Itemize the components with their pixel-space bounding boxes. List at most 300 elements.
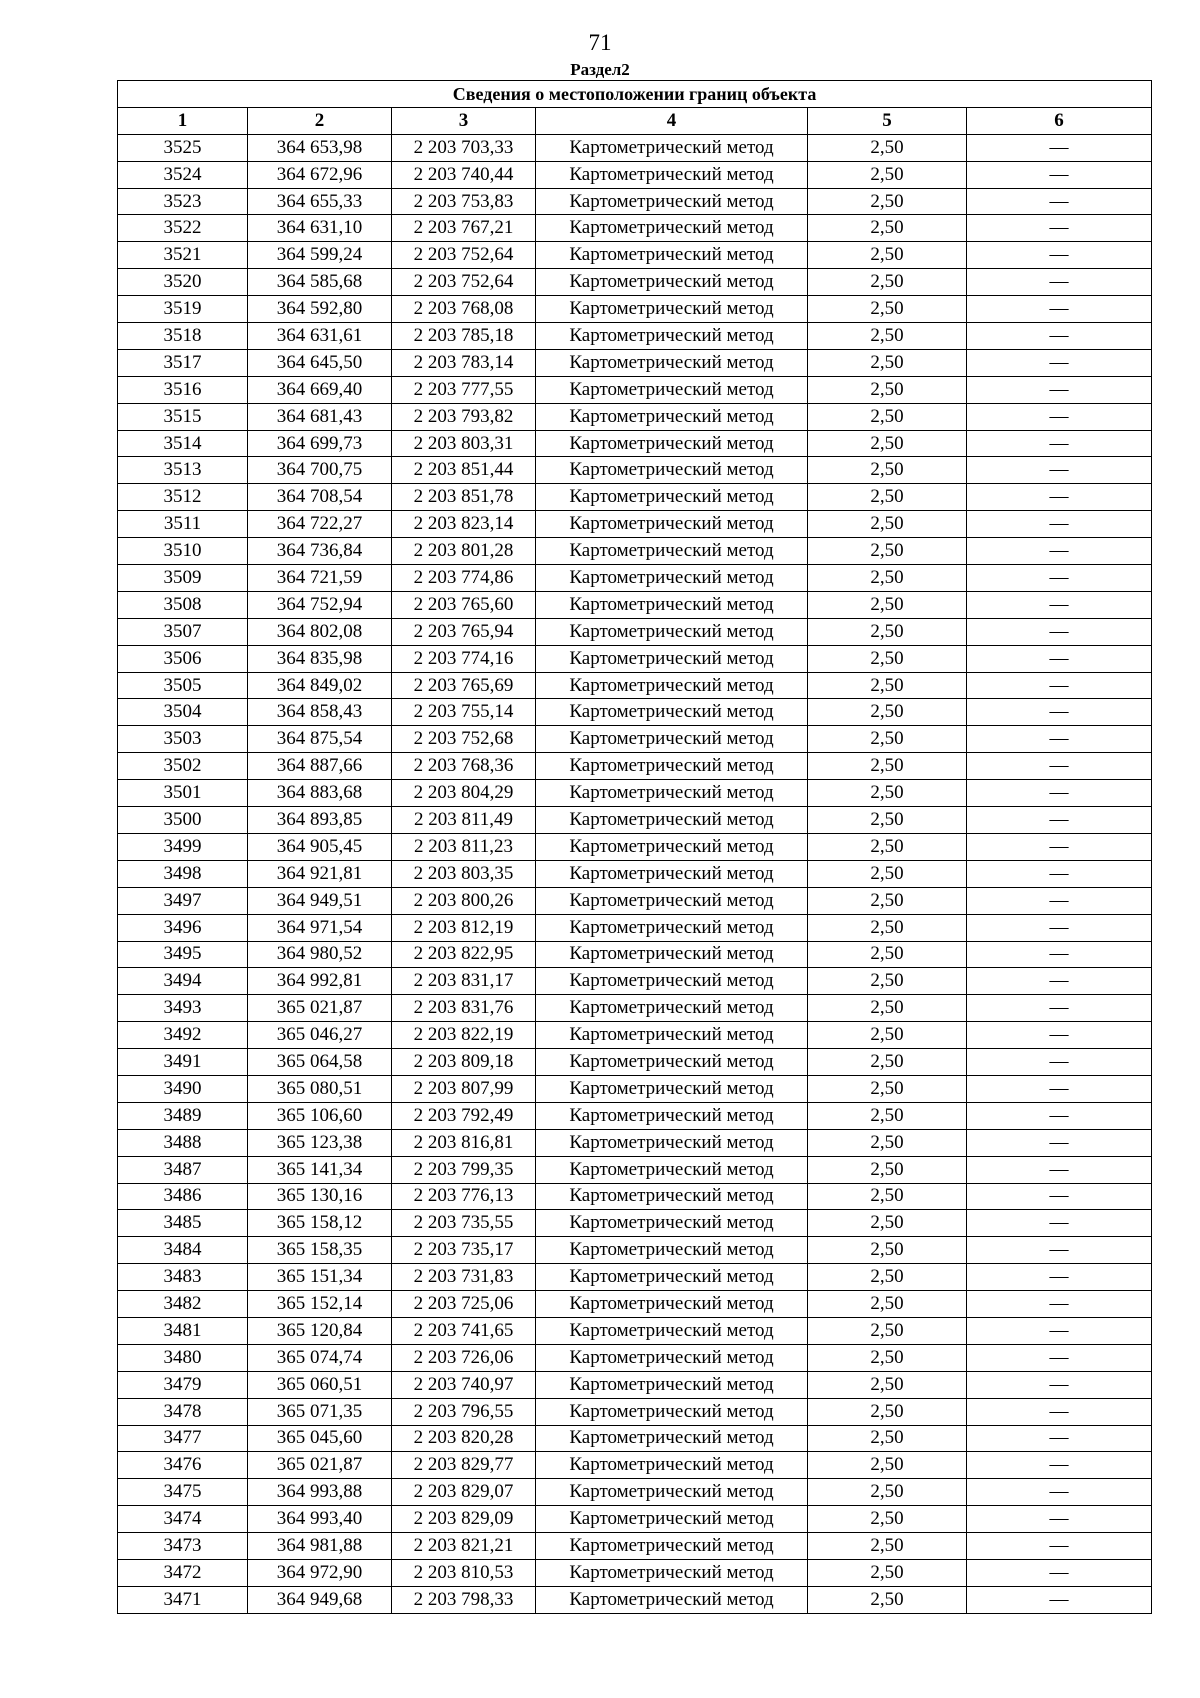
table-row xyxy=(118,995,1152,1022)
y-coordinate-cell: 2 203 774,16 xyxy=(392,645,536,672)
y-coordinate-cell: 2 203 767,21 xyxy=(392,215,536,242)
accuracy-cell: 2,50 xyxy=(808,188,967,215)
y-coordinate-cell: 2 203 735,55 xyxy=(392,1210,536,1237)
x-coordinate-cell: 364 599,24 xyxy=(248,242,392,269)
point-number-cell: 3520 xyxy=(118,269,248,296)
method-cell: Картометрический метод xyxy=(536,591,808,618)
description-cell: — xyxy=(967,161,1152,188)
point-number-cell: 3514 xyxy=(118,430,248,457)
method-cell: Картометрический метод xyxy=(536,403,808,430)
accuracy-cell: 2,50 xyxy=(808,1506,967,1533)
y-coordinate-cell: 2 203 798,33 xyxy=(392,1586,536,1613)
table-row xyxy=(118,1102,1152,1129)
x-coordinate-cell: 365 064,58 xyxy=(248,1049,392,1076)
table-row xyxy=(118,1533,1152,1560)
accuracy-cell: 2,50 xyxy=(808,296,967,323)
y-coordinate-cell: 2 203 731,83 xyxy=(392,1264,536,1291)
section-title: Раздел2 xyxy=(570,60,630,79)
point-number-cell: 3488 xyxy=(118,1129,248,1156)
table-row xyxy=(118,403,1152,430)
y-coordinate-cell: 2 203 774,86 xyxy=(392,565,536,592)
method-cell: Картометрический метод xyxy=(536,1344,808,1371)
description-cell: — xyxy=(967,1049,1152,1076)
table-caption-row xyxy=(118,81,1152,108)
point-number-cell: 3493 xyxy=(118,995,248,1022)
table-row xyxy=(118,484,1152,511)
description-cell: — xyxy=(967,1425,1152,1452)
method-cell: Картометрический метод xyxy=(536,1049,808,1076)
accuracy-cell: 2,50 xyxy=(808,780,967,807)
description-cell: — xyxy=(967,699,1152,726)
method-cell: Картометрический метод xyxy=(536,807,808,834)
point-number-cell: 3492 xyxy=(118,1022,248,1049)
y-coordinate-cell: 2 203 768,36 xyxy=(392,753,536,780)
table-row xyxy=(118,968,1152,995)
y-coordinate-cell: 2 203 725,06 xyxy=(392,1291,536,1318)
point-number-cell: 3512 xyxy=(118,484,248,511)
method-cell: Картометрический метод xyxy=(536,699,808,726)
y-coordinate-cell: 2 203 820,28 xyxy=(392,1425,536,1452)
method-cell: Картометрический метод xyxy=(536,618,808,645)
table-row xyxy=(118,430,1152,457)
description-cell: — xyxy=(967,1452,1152,1479)
point-number-cell: 3490 xyxy=(118,1075,248,1102)
y-coordinate-cell: 2 203 735,17 xyxy=(392,1237,536,1264)
point-number-cell: 3500 xyxy=(118,807,248,834)
accuracy-cell: 2,50 xyxy=(808,161,967,188)
description-cell: — xyxy=(967,1398,1152,1425)
x-coordinate-cell: 364 849,02 xyxy=(248,672,392,699)
method-cell: Картометрический метод xyxy=(536,1452,808,1479)
table-row xyxy=(118,914,1152,941)
accuracy-cell: 2,50 xyxy=(808,1344,967,1371)
y-coordinate-cell: 2 203 777,55 xyxy=(392,376,536,403)
description-cell: — xyxy=(967,1371,1152,1398)
x-coordinate-cell: 364 681,43 xyxy=(248,403,392,430)
x-coordinate-cell: 364 631,10 xyxy=(248,215,392,242)
accuracy-cell: 2,50 xyxy=(808,1156,967,1183)
accuracy-cell: 2,50 xyxy=(808,1533,967,1560)
point-number-cell: 3477 xyxy=(118,1425,248,1452)
table-row xyxy=(118,591,1152,618)
method-cell: Картометрический метод xyxy=(536,349,808,376)
method-cell: Картометрический метод xyxy=(536,1317,808,1344)
y-coordinate-cell: 2 203 831,76 xyxy=(392,995,536,1022)
y-coordinate-cell: 2 203 851,78 xyxy=(392,484,536,511)
table-row xyxy=(118,1183,1152,1210)
method-cell: Картометрический метод xyxy=(536,995,808,1022)
method-cell: Картометрический метод xyxy=(536,1506,808,1533)
table-row xyxy=(118,726,1152,753)
method-cell: Картометрический метод xyxy=(536,1156,808,1183)
x-coordinate-cell: 364 700,75 xyxy=(248,457,392,484)
accuracy-cell: 2,50 xyxy=(808,430,967,457)
x-coordinate-cell: 364 802,08 xyxy=(248,618,392,645)
table-row xyxy=(118,1559,1152,1586)
page-number: 71 xyxy=(588,30,612,55)
table-row xyxy=(118,807,1152,834)
description-cell: — xyxy=(967,538,1152,565)
y-coordinate-cell: 2 203 816,81 xyxy=(392,1129,536,1156)
accuracy-cell: 2,50 xyxy=(808,726,967,753)
table-row xyxy=(118,753,1152,780)
y-coordinate-cell: 2 203 785,18 xyxy=(392,323,536,350)
point-number-cell: 3521 xyxy=(118,242,248,269)
y-coordinate-cell: 2 203 803,35 xyxy=(392,860,536,887)
y-coordinate-cell: 2 203 765,69 xyxy=(392,672,536,699)
table-row xyxy=(118,269,1152,296)
accuracy-cell: 2,50 xyxy=(808,968,967,995)
y-coordinate-cell: 2 203 741,65 xyxy=(392,1317,536,1344)
method-cell: Картометрический метод xyxy=(536,188,808,215)
point-number-cell: 3504 xyxy=(118,699,248,726)
y-coordinate-cell: 2 203 804,29 xyxy=(392,780,536,807)
description-cell: — xyxy=(967,1183,1152,1210)
accuracy-cell: 2,50 xyxy=(808,995,967,1022)
description-cell: — xyxy=(967,349,1152,376)
x-coordinate-cell: 364 631,61 xyxy=(248,323,392,350)
accuracy-cell: 2,50 xyxy=(808,860,967,887)
table-caption: Сведения о местоположении границ объекта xyxy=(118,81,1152,108)
point-number-cell: 3525 xyxy=(118,134,248,161)
method-cell: Картометрический метод xyxy=(536,457,808,484)
table-row xyxy=(118,1210,1152,1237)
x-coordinate-cell: 365 106,60 xyxy=(248,1102,392,1129)
x-coordinate-cell: 364 993,40 xyxy=(248,1506,392,1533)
table-row xyxy=(118,887,1152,914)
accuracy-cell: 2,50 xyxy=(808,1049,967,1076)
y-coordinate-cell: 2 203 765,60 xyxy=(392,591,536,618)
x-coordinate-cell: 364 887,66 xyxy=(248,753,392,780)
description-cell: — xyxy=(967,1102,1152,1129)
method-cell: Картометрический метод xyxy=(536,1210,808,1237)
point-number-cell: 3517 xyxy=(118,349,248,376)
table-row xyxy=(118,672,1152,699)
x-coordinate-cell: 365 158,12 xyxy=(248,1210,392,1237)
point-number-cell: 3518 xyxy=(118,323,248,350)
table-row xyxy=(118,376,1152,403)
y-coordinate-cell: 2 203 807,99 xyxy=(392,1075,536,1102)
point-number-cell: 3481 xyxy=(118,1317,248,1344)
y-coordinate-cell: 2 203 752,68 xyxy=(392,726,536,753)
y-coordinate-cell: 2 203 829,07 xyxy=(392,1479,536,1506)
method-cell: Картометрический метод xyxy=(536,1183,808,1210)
point-number-cell: 3507 xyxy=(118,618,248,645)
accuracy-cell: 2,50 xyxy=(808,807,967,834)
description-cell: — xyxy=(967,269,1152,296)
method-cell: Картометрический метод xyxy=(536,484,808,511)
description-cell: — xyxy=(967,296,1152,323)
x-coordinate-cell: 365 151,34 xyxy=(248,1264,392,1291)
table-row xyxy=(118,941,1152,968)
point-number-cell: 3473 xyxy=(118,1533,248,1560)
point-number-cell: 3475 xyxy=(118,1479,248,1506)
column-header: 3 xyxy=(392,107,536,134)
point-number-cell: 3472 xyxy=(118,1559,248,1586)
description-cell: — xyxy=(967,726,1152,753)
method-cell: Картометрический метод xyxy=(536,134,808,161)
boundary-coordinates-table xyxy=(117,80,1152,1614)
table-row xyxy=(118,565,1152,592)
accuracy-cell: 2,50 xyxy=(808,1183,967,1210)
table-row xyxy=(118,860,1152,887)
accuracy-cell: 2,50 xyxy=(808,645,967,672)
x-coordinate-cell: 364 672,96 xyxy=(248,161,392,188)
accuracy-cell: 2,50 xyxy=(808,672,967,699)
column-header: 2 xyxy=(248,107,392,134)
y-coordinate-cell: 2 203 752,64 xyxy=(392,269,536,296)
accuracy-cell: 2,50 xyxy=(808,753,967,780)
accuracy-cell: 2,50 xyxy=(808,914,967,941)
table-row xyxy=(118,1049,1152,1076)
x-coordinate-cell: 364 708,54 xyxy=(248,484,392,511)
x-coordinate-cell: 364 592,80 xyxy=(248,296,392,323)
table-row xyxy=(118,215,1152,242)
column-header: 4 xyxy=(536,107,808,134)
x-coordinate-cell: 364 752,94 xyxy=(248,591,392,618)
y-coordinate-cell: 2 203 726,06 xyxy=(392,1344,536,1371)
x-coordinate-cell: 364 835,98 xyxy=(248,645,392,672)
description-cell: — xyxy=(967,565,1152,592)
point-number-cell: 3516 xyxy=(118,376,248,403)
description-cell: — xyxy=(967,591,1152,618)
accuracy-cell: 2,50 xyxy=(808,699,967,726)
accuracy-cell: 2,50 xyxy=(808,403,967,430)
point-number-cell: 3501 xyxy=(118,780,248,807)
description-cell: — xyxy=(967,1156,1152,1183)
accuracy-cell: 2,50 xyxy=(808,1237,967,1264)
table-row xyxy=(118,1022,1152,1049)
method-cell: Картометрический метод xyxy=(536,242,808,269)
accuracy-cell: 2,50 xyxy=(808,323,967,350)
y-coordinate-cell: 2 203 810,53 xyxy=(392,1559,536,1586)
y-coordinate-cell: 2 203 792,49 xyxy=(392,1102,536,1129)
description-cell: — xyxy=(967,430,1152,457)
table-row xyxy=(118,457,1152,484)
description-cell: — xyxy=(967,1022,1152,1049)
x-coordinate-cell: 364 655,33 xyxy=(248,188,392,215)
accuracy-cell: 2,50 xyxy=(808,484,967,511)
point-number-cell: 3505 xyxy=(118,672,248,699)
y-coordinate-cell: 2 203 851,44 xyxy=(392,457,536,484)
method-cell: Картометрический метод xyxy=(536,1371,808,1398)
x-coordinate-cell: 364 971,54 xyxy=(248,914,392,941)
x-coordinate-cell: 365 120,84 xyxy=(248,1317,392,1344)
x-coordinate-cell: 364 653,98 xyxy=(248,134,392,161)
x-coordinate-cell: 365 141,34 xyxy=(248,1156,392,1183)
y-coordinate-cell: 2 203 755,14 xyxy=(392,699,536,726)
x-coordinate-cell: 364 905,45 xyxy=(248,833,392,860)
y-coordinate-cell: 2 203 812,19 xyxy=(392,914,536,941)
y-coordinate-cell: 2 203 793,82 xyxy=(392,403,536,430)
table-row xyxy=(118,1371,1152,1398)
point-number-cell: 3497 xyxy=(118,887,248,914)
point-number-cell: 3476 xyxy=(118,1452,248,1479)
accuracy-cell: 2,50 xyxy=(808,1022,967,1049)
description-cell: — xyxy=(967,807,1152,834)
method-cell: Картометрический метод xyxy=(536,161,808,188)
table-row xyxy=(118,161,1152,188)
method-cell: Картометрический метод xyxy=(536,645,808,672)
x-coordinate-cell: 364 949,51 xyxy=(248,887,392,914)
method-cell: Картометрический метод xyxy=(536,968,808,995)
accuracy-cell: 2,50 xyxy=(808,1210,967,1237)
accuracy-cell: 2,50 xyxy=(808,1559,967,1586)
description-cell: — xyxy=(967,1559,1152,1586)
method-cell: Картометрический метод xyxy=(536,1559,808,1586)
x-coordinate-cell: 365 021,87 xyxy=(248,995,392,1022)
x-coordinate-cell: 364 858,43 xyxy=(248,699,392,726)
x-coordinate-cell: 364 893,85 xyxy=(248,807,392,834)
x-coordinate-cell: 364 645,50 xyxy=(248,349,392,376)
accuracy-cell: 2,50 xyxy=(808,618,967,645)
point-number-cell: 3515 xyxy=(118,403,248,430)
y-coordinate-cell: 2 203 783,14 xyxy=(392,349,536,376)
accuracy-cell: 2,50 xyxy=(808,1425,967,1452)
description-cell: — xyxy=(967,1237,1152,1264)
method-cell: Картометрический метод xyxy=(536,914,808,941)
method-cell: Картометрический метод xyxy=(536,1022,808,1049)
x-coordinate-cell: 364 981,88 xyxy=(248,1533,392,1560)
accuracy-cell: 2,50 xyxy=(808,1075,967,1102)
method-cell: Картометрический метод xyxy=(536,726,808,753)
method-cell: Картометрический метод xyxy=(536,1425,808,1452)
x-coordinate-cell: 365 074,74 xyxy=(248,1344,392,1371)
accuracy-cell: 2,50 xyxy=(808,215,967,242)
y-coordinate-cell: 2 203 752,64 xyxy=(392,242,536,269)
point-number-cell: 3496 xyxy=(118,914,248,941)
method-cell: Картометрический метод xyxy=(536,860,808,887)
y-coordinate-cell: 2 203 765,94 xyxy=(392,618,536,645)
y-coordinate-cell: 2 203 800,26 xyxy=(392,887,536,914)
y-coordinate-cell: 2 203 803,31 xyxy=(392,430,536,457)
method-cell: Картометрический метод xyxy=(536,1586,808,1613)
method-cell: Картометрический метод xyxy=(536,215,808,242)
method-cell: Картометрический метод xyxy=(536,538,808,565)
x-coordinate-cell: 364 699,73 xyxy=(248,430,392,457)
description-cell: — xyxy=(967,323,1152,350)
description-cell: — xyxy=(967,618,1152,645)
method-cell: Картометрический метод xyxy=(536,753,808,780)
description-cell: — xyxy=(967,1129,1152,1156)
x-coordinate-cell: 365 021,87 xyxy=(248,1452,392,1479)
point-number-cell: 3474 xyxy=(118,1506,248,1533)
accuracy-cell: 2,50 xyxy=(808,376,967,403)
point-number-cell: 3480 xyxy=(118,1344,248,1371)
method-cell: Картометрический метод xyxy=(536,1129,808,1156)
accuracy-cell: 2,50 xyxy=(808,565,967,592)
column-header: 6 xyxy=(967,107,1152,134)
point-number-cell: 3485 xyxy=(118,1210,248,1237)
description-cell: — xyxy=(967,833,1152,860)
table-row xyxy=(118,134,1152,161)
method-cell: Картометрический метод xyxy=(536,430,808,457)
x-coordinate-cell: 365 152,14 xyxy=(248,1291,392,1318)
description-cell: — xyxy=(967,188,1152,215)
description-cell: — xyxy=(967,376,1152,403)
table-row xyxy=(118,618,1152,645)
point-number-cell: 3510 xyxy=(118,538,248,565)
point-number-cell: 3484 xyxy=(118,1237,248,1264)
method-cell: Картометрический метод xyxy=(536,269,808,296)
method-cell: Картометрический метод xyxy=(536,887,808,914)
point-number-cell: 3508 xyxy=(118,591,248,618)
point-number-cell: 3498 xyxy=(118,860,248,887)
description-cell: — xyxy=(967,215,1152,242)
table-row xyxy=(118,188,1152,215)
description-cell: — xyxy=(967,403,1152,430)
description-cell: — xyxy=(967,887,1152,914)
point-number-cell: 3509 xyxy=(118,565,248,592)
accuracy-cell: 2,50 xyxy=(808,457,967,484)
accuracy-cell: 2,50 xyxy=(808,269,967,296)
accuracy-cell: 2,50 xyxy=(808,511,967,538)
x-coordinate-cell: 364 883,68 xyxy=(248,780,392,807)
accuracy-cell: 2,50 xyxy=(808,1398,967,1425)
description-cell: — xyxy=(967,914,1152,941)
description-cell: — xyxy=(967,1344,1152,1371)
x-coordinate-cell: 364 949,68 xyxy=(248,1586,392,1613)
description-cell: — xyxy=(967,645,1152,672)
description-cell: — xyxy=(967,1506,1152,1533)
table-row xyxy=(118,1586,1152,1613)
x-coordinate-cell: 365 046,27 xyxy=(248,1022,392,1049)
y-coordinate-cell: 2 203 829,09 xyxy=(392,1506,536,1533)
y-coordinate-cell: 2 203 801,28 xyxy=(392,538,536,565)
accuracy-cell: 2,50 xyxy=(808,349,967,376)
y-coordinate-cell: 2 203 799,35 xyxy=(392,1156,536,1183)
y-coordinate-cell: 2 203 809,18 xyxy=(392,1049,536,1076)
method-cell: Картометрический метод xyxy=(536,1479,808,1506)
description-cell: — xyxy=(967,1586,1152,1613)
x-coordinate-cell: 364 736,84 xyxy=(248,538,392,565)
x-coordinate-cell: 365 123,38 xyxy=(248,1129,392,1156)
table-row xyxy=(118,242,1152,269)
point-number-cell: 3522 xyxy=(118,215,248,242)
table-row xyxy=(118,780,1152,807)
method-cell: Картометрический метод xyxy=(536,1398,808,1425)
x-coordinate-cell: 365 080,51 xyxy=(248,1075,392,1102)
table-row xyxy=(118,538,1152,565)
x-coordinate-cell: 365 060,51 xyxy=(248,1371,392,1398)
column-header: 1 xyxy=(118,107,248,134)
x-coordinate-cell: 365 158,35 xyxy=(248,1237,392,1264)
method-cell: Картометрический метод xyxy=(536,1264,808,1291)
method-cell: Картометрический метод xyxy=(536,1075,808,1102)
description-cell: — xyxy=(967,1479,1152,1506)
y-coordinate-cell: 2 203 829,77 xyxy=(392,1452,536,1479)
y-coordinate-cell: 2 203 823,14 xyxy=(392,511,536,538)
x-coordinate-cell: 365 045,60 xyxy=(248,1425,392,1452)
description-cell: — xyxy=(967,1291,1152,1318)
table-row xyxy=(118,1317,1152,1344)
x-coordinate-cell: 364 721,59 xyxy=(248,565,392,592)
description-cell: — xyxy=(967,968,1152,995)
accuracy-cell: 2,50 xyxy=(808,833,967,860)
y-coordinate-cell: 2 203 811,23 xyxy=(392,833,536,860)
description-cell: — xyxy=(967,134,1152,161)
table-row xyxy=(118,1156,1152,1183)
description-cell: — xyxy=(967,995,1152,1022)
description-cell: — xyxy=(967,1533,1152,1560)
x-coordinate-cell: 364 921,81 xyxy=(248,860,392,887)
method-cell: Картометрический метод xyxy=(536,296,808,323)
y-coordinate-cell: 2 203 811,49 xyxy=(392,807,536,834)
point-number-cell: 3483 xyxy=(118,1264,248,1291)
description-cell: — xyxy=(967,242,1152,269)
description-cell: — xyxy=(967,1075,1152,1102)
y-coordinate-cell: 2 203 822,95 xyxy=(392,941,536,968)
